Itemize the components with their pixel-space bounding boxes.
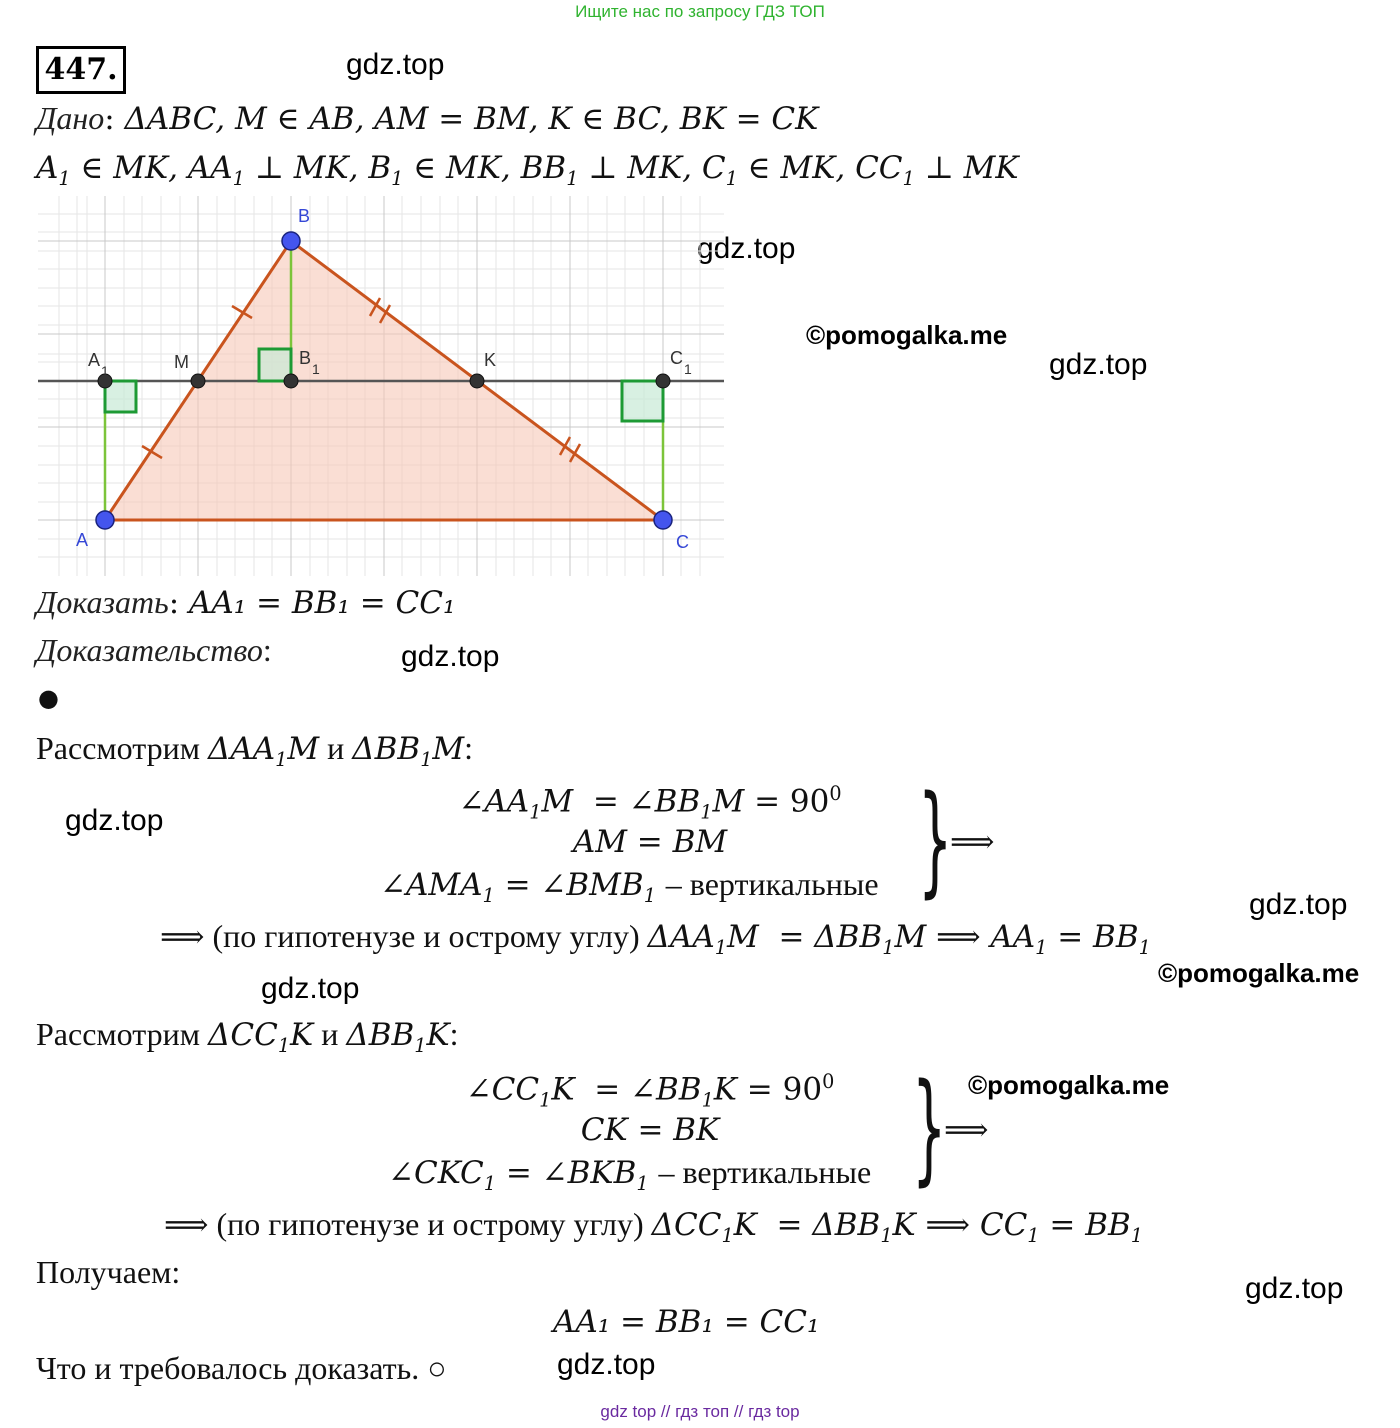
label-b1: B	[299, 348, 312, 368]
watermark: gdz.top	[1245, 1272, 1344, 1305]
top-banner: Ищите нас по запросу ГДЗ ТОП	[575, 2, 825, 21]
part1-eq3: $\angle AMA_1$ = $\angle BMB_1$ – вертикальные	[380, 866, 879, 908]
right-angle-c1	[622, 381, 663, 421]
part2-conclusion: ⟹ (по гипотенузе и острому углу) $\Delta CC_1K = \Delta BB_1K$ ⟹ $CC_1 = BB_1$	[164, 1206, 1143, 1248]
qed-line: Что и требовалось доказать. ○	[36, 1350, 447, 1386]
given-statement: ΔABC, M ∈ AB, AM = BM, K ∈ BC, BK = CK	[124, 101, 819, 137]
proof-heading: Доказательство:	[36, 632, 272, 668]
label-b: B	[298, 206, 311, 226]
watermark: gdz.top	[697, 232, 796, 265]
label-b1-sub: 1	[312, 361, 320, 377]
watermark: gdz.top	[65, 804, 164, 837]
copyright-watermark: ©pomogalka.me	[806, 320, 1008, 350]
prove-label: Доказать	[36, 584, 169, 620]
label-k: K	[484, 350, 497, 370]
label-a1-sub: 1	[101, 363, 109, 379]
part2-eq2: CK = BK	[580, 1112, 720, 1148]
copyright-watermark: ©pomogalka.me	[1158, 958, 1360, 988]
watermark: gdz.top	[557, 1348, 656, 1381]
label-c1: C	[670, 348, 683, 368]
label-a: A	[76, 530, 89, 550]
copyright-watermark: ©pomogalka.me	[968, 1070, 1170, 1100]
part2-eq1: $\angle CC_1K$ = $\angle BB_1K = 90^0$	[465, 1070, 835, 1112]
part1-conclusion: ⟹ (по гипотенузе и острому углу) $\Delta AA_1M = \Delta BB_1M$ ⟹ $AA_1 = BB_1$	[160, 918, 1151, 960]
label-a1: A	[88, 350, 101, 370]
watermark: gdz.top	[261, 972, 360, 1005]
given-label: Дано	[36, 100, 105, 136]
right-brace: }	[912, 1059, 947, 1198]
right-brace: }	[918, 771, 953, 910]
prove-statement: AA₁ = BB₁ = CC₁	[189, 585, 456, 621]
part2-eq3: $\angle CKC_1$ = $\angle BKB_1$ – вертикальные	[388, 1154, 872, 1196]
implies-arrow: ⟹	[950, 824, 995, 860]
watermark: gdz.top	[346, 48, 445, 81]
label-m: M	[174, 352, 189, 372]
label-c: C	[676, 532, 689, 552]
part1-intro: Рассмотрим $\Delta AA_1M$ и $\Delta BB_1M$:	[36, 730, 474, 772]
watermark: gdz.top	[1049, 348, 1148, 381]
footer-links: gdz top // гдз топ // гдз top	[600, 1402, 800, 1421]
watermark: gdz.top	[401, 640, 500, 673]
label-c1-sub: 1	[684, 361, 692, 377]
given-line-2: $A_1$ ∈ MK, $AA_1$ ⊥ MK, $B_1$ ∈ MK, $BB_1$ ⊥ MK, $C_1$ ∈ MK, $CC_1$ ⊥ MK	[36, 150, 1019, 191]
prove-line: Доказать: AA₁ = BB₁ = CC₁	[36, 584, 456, 621]
result-label: Получаем:	[36, 1254, 181, 1290]
watermark: gdz.top	[1249, 888, 1348, 921]
part2-intro: Рассмотрим $\Delta CC_1K$ и $\Delta BB_1K$:	[36, 1016, 459, 1058]
part1-eq2: AM = BM	[572, 824, 728, 860]
part1-eq1: $\angle AA_1M$ = $\angle BB_1M = 90^0$	[458, 782, 842, 824]
given-line-1: Дано: ΔABC, M ∈ AB, AM = BM, K ∈ BC, BK = CK	[36, 100, 819, 137]
bullet: ●	[38, 684, 59, 712]
implies-arrow: ⟹	[944, 1112, 989, 1148]
problem-number: 447.	[36, 46, 126, 94]
final-equation: AA₁ = BB₁ = CC₁	[553, 1304, 820, 1340]
geometry-figure	[38, 196, 724, 576]
